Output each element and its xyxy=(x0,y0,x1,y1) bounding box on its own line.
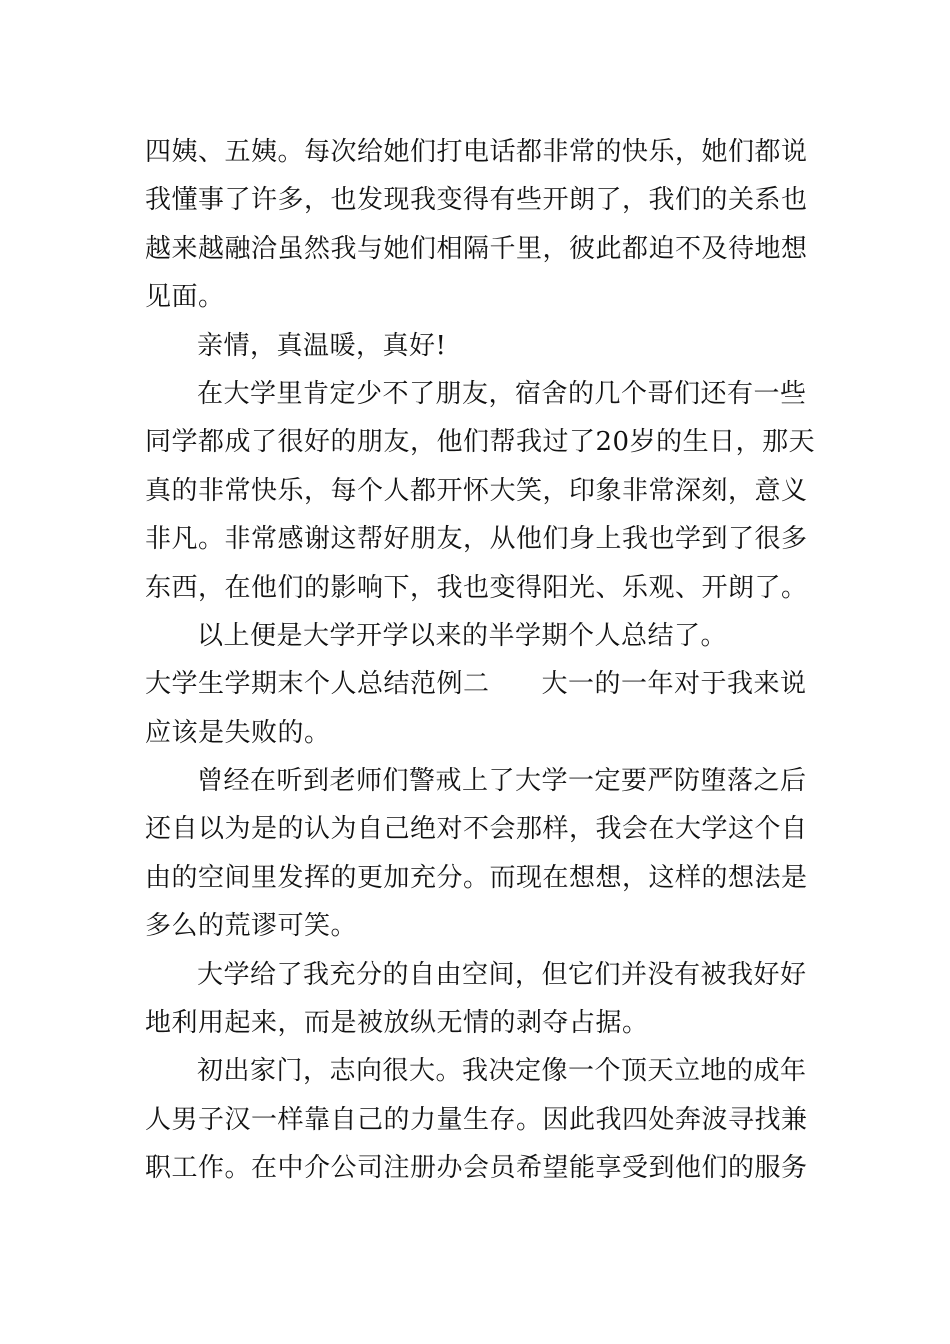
text-line: 四姨、五姨。每次给她们打电话都非常的快乐，她们都说 xyxy=(145,137,808,167)
text-line: 由的空间里发挥的更加充分。而现在想想，这样的想法是 xyxy=(145,862,808,893)
text-line: 同学都成了很好的朋友，他们帮我过了20岁的生日，那天 xyxy=(145,427,816,458)
text-line: 真的非常快乐，每个人都开怀大笑，印象非常深刻，意义 xyxy=(145,475,808,506)
text-line: 东西，在他们的影响下，我也变得阳光、乐观、开朗了。 xyxy=(145,572,808,603)
text-line: 见面。 xyxy=(145,282,225,313)
text-line: 非凡。非常感谢这帮好朋友，从他们身上我也学到了很多 xyxy=(145,524,808,555)
text-line: 还自以为是的认为自己绝对不会那样，我会在大学这个自 xyxy=(145,814,808,845)
text-line: 多么的荒谬可笑。 xyxy=(145,911,358,942)
text-line: 地利用起来，而是被放纵无情的剥夺占据。 xyxy=(145,1008,649,1039)
text-line: 应该是失败的。 xyxy=(145,717,331,748)
text-line: 初出家门，志向很大。我决定像一个顶天立地的成年 xyxy=(197,1056,807,1087)
text-line: 在大学里肯定少不了朋友，宿舍的几个哥们还有一些 xyxy=(197,378,807,409)
text-line: 以上便是大学开学以来的半学期个人总结了。 xyxy=(197,620,728,651)
text-line: 越来越融洽虽然我与她们相隔千里，彼此都迫不及待地想 xyxy=(145,233,808,264)
section-heading-line xyxy=(145,660,810,708)
text-line: 人男子汉一样靠自己的力量生存。因此我四处奔波寻找兼 xyxy=(145,1104,808,1135)
body-text xyxy=(145,128,816,1193)
text-line: 大一的一年对于我来说 xyxy=(541,669,807,700)
text-line: 我懂事了许多，也发现我变得有些开朗了，我们的关系也 xyxy=(145,185,808,216)
section-heading: 大学生学期末个人总结范例二 xyxy=(145,669,490,700)
text-line: 亲情，真温暖，真好! xyxy=(197,330,447,361)
text-line: 曾经在听到老师们警戒上了大学一定要严防堕落之后 xyxy=(197,766,807,797)
text-line: 大学给了我充分的自由空间，但它们并没有被我好好 xyxy=(197,959,807,990)
text-line: 职工作。在中介公司注册办会员希望能享受到他们的服务 xyxy=(145,1153,808,1184)
